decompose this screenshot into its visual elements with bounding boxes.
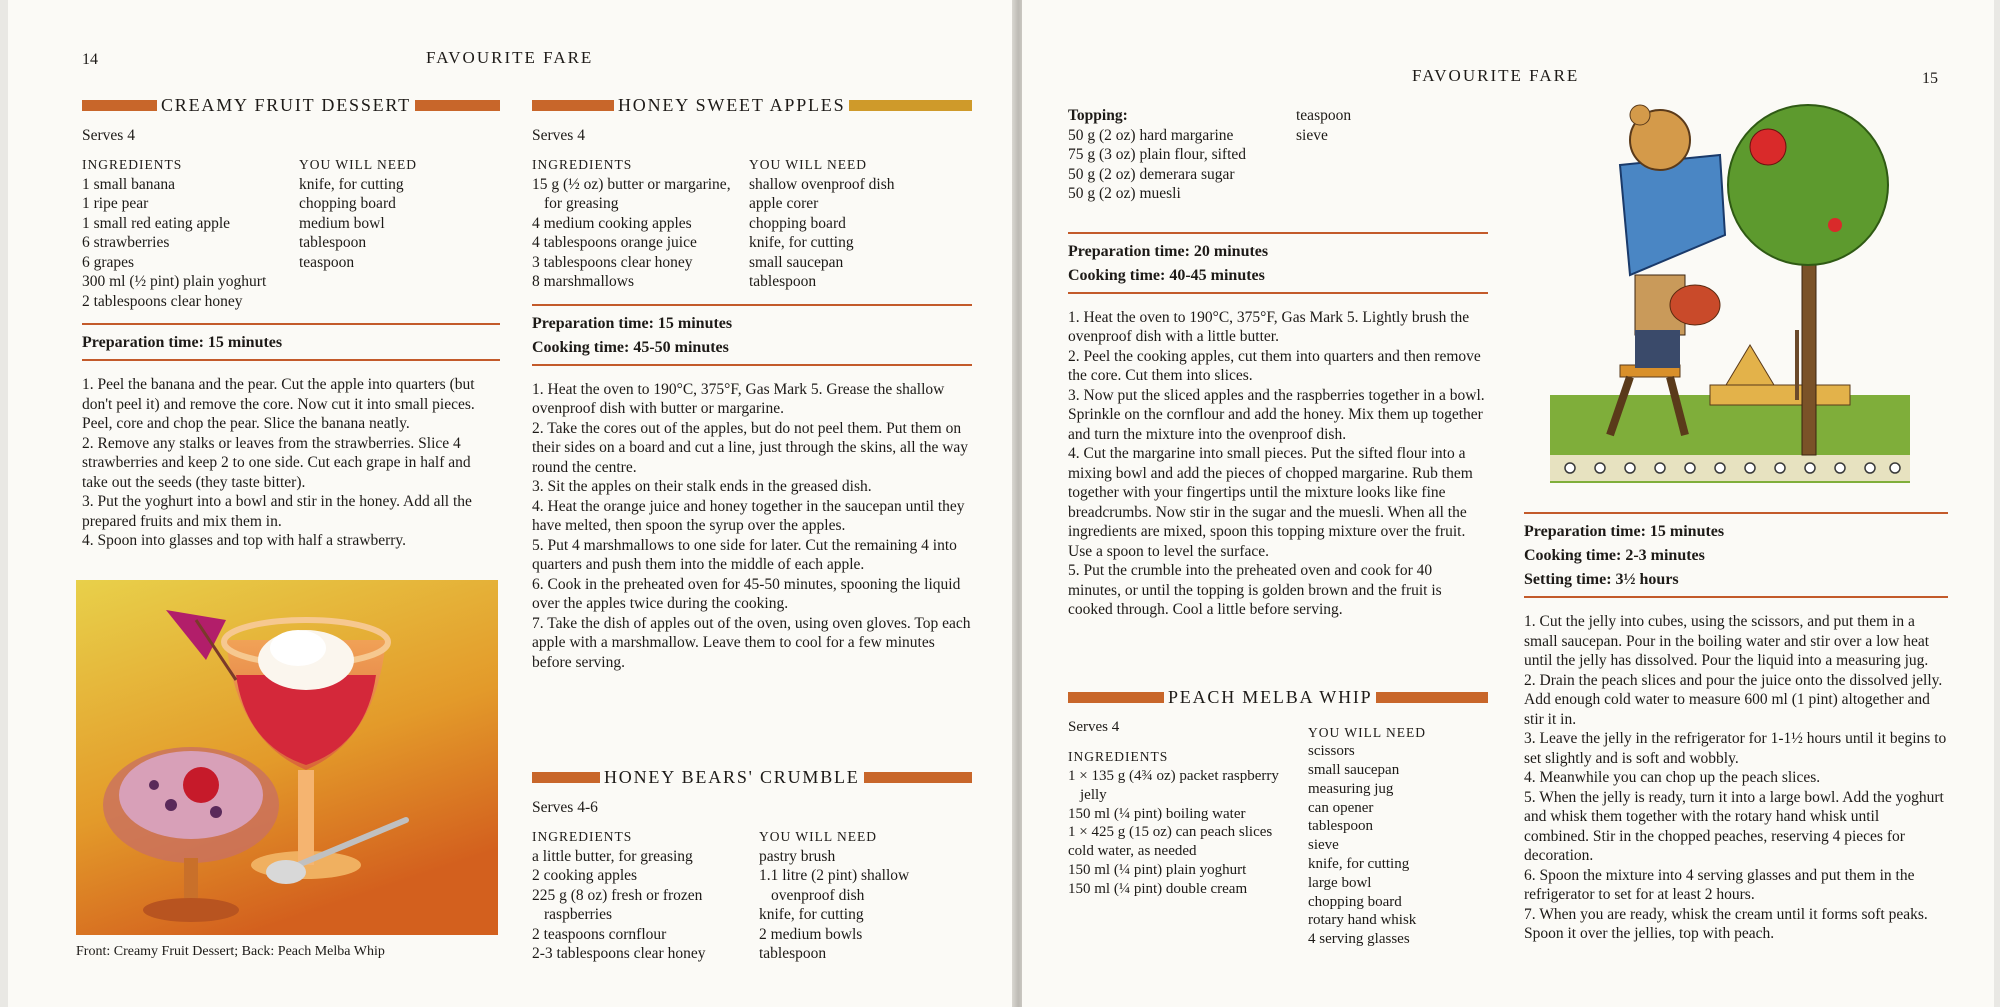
ingredient-item: cold water, as needed	[1068, 843, 1197, 860]
ingredient-item: 3 tablespoons clear honey	[532, 253, 693, 271]
ingredients-list	[1068, 126, 1296, 204]
serves: Serves 4-6	[532, 798, 598, 816]
ingredients-list	[82, 175, 299, 312]
ingredient-item: 2 teaspoons cornflour	[532, 925, 667, 943]
equipment-item: 4 serving glasses	[1308, 931, 1410, 948]
crumble-continued	[1068, 106, 1488, 620]
method-steps	[532, 380, 972, 673]
equipment-item: small saucepan	[1308, 762, 1400, 779]
equipment-item: tablespoon	[1308, 818, 1373, 835]
method-step: 4. Cut the margarine into small pieces. Put the sifted flour into a mixing bowl and add the pieces of chopped margarine. Rub them together with your fingertips until the mixture looks like fine breadcrumbs. Now stir in the sugar and the muesli. When all the ingredients are mixed, spoon this topping mixture over the fruit. Use a spoon to level the surface.	[1068, 445, 1473, 560]
equipment-item: knife, for cutting	[759, 906, 864, 923]
equipment-item: 1.1 litre (2 pint) shallow ovenproof dish	[759, 867, 910, 904]
method-step: 5. Put 4 marshmallows to one side for later. Cut the remaining 4 into quarters and push them into the middle of each apple.	[532, 536, 957, 573]
equipment-item: tablespoon	[299, 234, 367, 251]
equipment-item: chopping board	[299, 195, 396, 212]
ingredient-item: 2-3 tablespoons clear honey	[532, 945, 706, 962]
ingredient-item: 1 ripe pear	[82, 195, 149, 212]
equipment-heading: YOU WILL NEED	[759, 829, 877, 844]
prep-time: Preparation time: 15 minutes	[82, 334, 283, 351]
method-step: 5. Put the crumble into the preheated oven and cook for 40 minutes, or until the topping is golden brown and the fruit is cooked through. Cool a little before serving.	[1068, 562, 1442, 618]
running-head: FAVOURITE FARE	[1412, 66, 1580, 85]
method-step: 1. Cut the jelly into cubes, using the scissors, and put them in a small saucepan. Pour in the boiling water and stir over a low heat until the jelly has dissolved. Pour the liquid into a measuring jug.	[1524, 613, 1930, 669]
equipment-list	[749, 175, 972, 292]
serves: Serves 4	[532, 126, 585, 144]
recipe-creamy-fruit-dessert	[82, 96, 500, 551]
equipment-item: sieve	[1296, 126, 1328, 144]
ingredient-item: 50 g (2 oz) demerara sugar	[1068, 165, 1235, 183]
equipment-item: sieve	[1308, 837, 1339, 854]
prep-time: Preparation time: 15 minutes	[1524, 523, 1725, 540]
method-step: 6. Spoon the mixture into 4 serving glasses and put them in the refrigerator to set for at least 2 hours.	[1524, 866, 1915, 903]
equipment-heading: YOU WILL NEED	[749, 157, 867, 172]
ingredients-list	[1068, 767, 1308, 899]
ingredient-item: 150 ml (¼ pint) boiling water	[1068, 805, 1246, 822]
method-step: 1. Heat the oven to 190°C, 375°F, Gas Mark 5. Lightly brush the ovenproof dish with a little butter.	[1068, 308, 1470, 345]
serves: Serves 4	[1068, 718, 1120, 735]
ingredient-item: 4 medium cooking apples	[532, 214, 692, 232]
title-bar	[864, 772, 972, 783]
equipment-item: knife, for cutting	[299, 175, 404, 193]
equipment-item: can opener	[1308, 799, 1374, 816]
title-bar	[1376, 692, 1488, 703]
serves: Serves 4	[82, 126, 135, 144]
dessert-photo	[76, 580, 498, 935]
ingredient-item: 2 tablespoons clear honey	[82, 292, 243, 310]
ingredients-heading: INGREDIENTS	[1068, 749, 1169, 765]
ingredients-heading: INGREDIENTS	[532, 157, 633, 172]
prep-time: Preparation time: 15 minutes	[532, 314, 733, 332]
equipment-list	[1308, 742, 1488, 949]
method-step: 2. Peel the cooking apples, cut them into quarters and then remove the core. Cut them into slices.	[1068, 347, 1481, 384]
method-step: 1. Peel the banana and the pear. Cut the apple into quarters (but don't peel it) and remove the core. Now cut it into small pieces. Peel, core and chop the pear. Slice the banana neatly.	[82, 376, 475, 432]
ingredient-item: 75 g (3 oz) plain flour, sifted	[1068, 146, 1247, 163]
recipe-title: CREAMY FRUIT DESSERT	[82, 96, 500, 116]
ingredient-item: 1 small red eating apple	[82, 214, 231, 232]
equipment-item: knife, for cutting	[749, 234, 854, 251]
method-step: 7. When you are ready, whisk the cream until it forms soft peaks. Spoon it over the jellies, top with peach.	[1524, 905, 1928, 942]
ingredient-item: 6 strawberries	[82, 234, 170, 251]
prep-box	[1068, 232, 1488, 294]
ingredient-item: 1 × 425 g (15 oz) can peach slices	[1068, 824, 1273, 841]
ingredient-item: 50 g (2 oz) hard margarine	[1068, 126, 1234, 144]
recipe-title: HONEY SWEET APPLES	[532, 96, 972, 116]
prep-box	[1524, 512, 1948, 598]
equipment-item: small saucepan	[749, 253, 844, 271]
setting-time: Setting time: 3½ hours	[1524, 571, 1679, 588]
equipment-item: tablespoon	[759, 945, 827, 962]
equipment-item: pastry brush	[759, 847, 836, 865]
method-step: 1. Heat the oven to 190°C, 375°F, Gas Mark 5. Grease the shallow ovenproof dish with butter or margarine.	[532, 380, 945, 417]
equipment-item: scissors	[1308, 743, 1355, 760]
equipment-item: chopping board	[749, 214, 846, 232]
title-bar	[532, 772, 600, 783]
equipment-list	[1296, 106, 1488, 145]
recipe-honey-bears-crumble	[532, 768, 972, 964]
method-step: 3. Sit the apples on their stalk ends in the greased dish.	[532, 478, 872, 495]
ingredient-item: 300 ml (½ pint) plain yoghurt	[82, 273, 267, 290]
running-head: FAVOURITE FARE	[426, 48, 594, 67]
peach-melba-method	[1524, 484, 1948, 944]
equipment-item: measuring jug	[1308, 780, 1394, 797]
method-step: 2. Take the cores out of the apples, but do not peel them. Put them on their sides on a board and cut a line, just through the skins, all the way round the centre.	[532, 419, 969, 476]
prep-box	[82, 323, 500, 361]
page-number: 15	[1922, 70, 1938, 87]
method-step: 3. Now put the sliced apples and the raspberries together in a bowl. Sprinkle on the cornflour and add the honey. Mix them up together and turn the mixture into the ovenproof dish.	[1068, 386, 1485, 443]
ingredient-item: 225 g (8 oz) fresh or frozen raspberries	[532, 886, 703, 923]
equipment-item: 2 medium bowls	[759, 925, 863, 943]
ingredients-list	[532, 175, 749, 292]
cooking-time: Cooking time: 2-3 minutes	[1524, 547, 1705, 564]
equipment-item: medium bowl	[299, 214, 385, 232]
ingredients-heading: INGREDIENTS	[532, 829, 633, 844]
equipment-heading: YOU WILL NEED	[299, 157, 417, 172]
topping-heading: Topping:	[1068, 107, 1128, 124]
right-page	[1022, 0, 1994, 1007]
photo-caption: Front: Creamy Fruit Dessert; Back: Peach Melba Whip	[76, 944, 385, 959]
ingredient-item: 4 tablespoons orange juice	[532, 234, 697, 251]
ingredient-item: 2 cooking apples	[532, 867, 638, 884]
title-bar	[415, 100, 500, 111]
equipment-item: teaspoon	[299, 253, 355, 271]
left-page	[8, 0, 1016, 1007]
method-step: 3. Put the yoghurt into a bowl and stir in the honey. Add all the prepared fruits and mix them in.	[82, 493, 472, 530]
method-steps	[1068, 308, 1488, 620]
title-bar	[532, 100, 614, 111]
ingredients-list	[532, 847, 749, 964]
cooking-time: Cooking time: 40-45 minutes	[1068, 266, 1265, 284]
recipe-title: HONEY BEARS' CRUMBLE	[532, 768, 972, 788]
title-bar	[849, 100, 972, 111]
method-step: 2. Drain the peach slices and pour the juice onto the dissolved jelly. Add enough cold water to measure 600 ml (1 pint) altogether and stir it in.	[1524, 671, 1943, 728]
ingredient-item: 50 g (2 oz) muesli	[1068, 185, 1181, 202]
equipment-list	[299, 175, 500, 273]
method-step: 4. Meanwhile you can chop up the peach slices.	[1524, 769, 1821, 786]
method-step: 5. When the jelly is ready, turn it into a large bowl. Add the yoghurt and whisk them together with the rotary hand whisk until combined. Stir in the chopped peaches, reserving 4 pieces for decoration.	[1524, 788, 1944, 864]
method-step: 2. Remove any stalks or leaves from the strawberries. Slice 4 strawberries and keep 2 to one side. Cut each grape in half and take out the seeds (they taste bitter).	[82, 434, 471, 491]
ingredient-item: 6 grapes	[82, 253, 135, 271]
method-step: 4. Spoon into glasses and top with half a strawberry.	[82, 532, 407, 549]
ingredients-heading: INGREDIENTS	[82, 157, 183, 172]
ingredient-item: 150 ml (¼ pint) plain yoghurt	[1068, 862, 1247, 879]
method-steps	[1524, 612, 1948, 944]
equipment-item: large bowl	[1308, 874, 1372, 891]
equipment-item: teaspoon	[1296, 107, 1352, 124]
ingredient-item: 150 ml (¼ pint) double cream	[1068, 880, 1248, 897]
ingredient-item: 1 × 135 g (4¾ oz) packet raspberry jelly	[1068, 768, 1279, 803]
cooking-time: Cooking time: 45-50 minutes	[532, 338, 729, 356]
ingredient-item: 8 marshmallows	[532, 273, 635, 290]
equipment-item: apple corer	[749, 195, 819, 212]
recipe-peach-melba-whip	[1068, 688, 1488, 949]
prep-time: Preparation time: 20 minutes	[1068, 242, 1269, 260]
equipment-item: tablespoon	[749, 273, 817, 290]
method-step: 3. Leave the jelly in the refrigerator for 1-1½ hours until it begins to set slightly and is soft and wobbly.	[1524, 730, 1947, 767]
ingredient-item: 15 g (½ oz) butter or margarine, for greasing	[532, 175, 731, 212]
prep-box	[532, 304, 972, 366]
title-bar	[1068, 692, 1164, 703]
equipment-heading: YOU WILL NEED	[1308, 724, 1426, 740]
equipment-item: chopping board	[1308, 893, 1402, 910]
method-step: 7. Take the dish of apples out of the oven, using oven gloves. Top each apple with a marshmallow. Leave them to cool for a few minutes before serving.	[532, 614, 971, 671]
method-step: 4. Heat the orange juice and honey together in the saucepan until they have melted, then spoon the syrup over the apples.	[532, 497, 965, 534]
equipment-item: knife, for cutting	[1308, 856, 1410, 873]
ingredient-item: 1 small banana	[82, 175, 175, 193]
recipe-title: PEACH MELBA WHIP	[1068, 688, 1488, 708]
equipment-item: shallow ovenproof dish	[749, 175, 895, 193]
equipment-item: rotary hand whisk	[1308, 912, 1417, 929]
page-number: 14	[82, 51, 98, 68]
ingredient-item: a little butter, for greasing	[532, 847, 693, 865]
recipe-honey-sweet-apples	[532, 96, 972, 672]
method-step: 6. Cook in the preheated oven for 45-50 minutes, spooning the liquid over the apples twice during the cooking.	[532, 575, 961, 612]
bear-picking-apples-illustration	[1550, 95, 1910, 485]
title-bar	[82, 100, 157, 111]
equipment-list	[759, 847, 972, 964]
method-steps	[82, 375, 500, 551]
